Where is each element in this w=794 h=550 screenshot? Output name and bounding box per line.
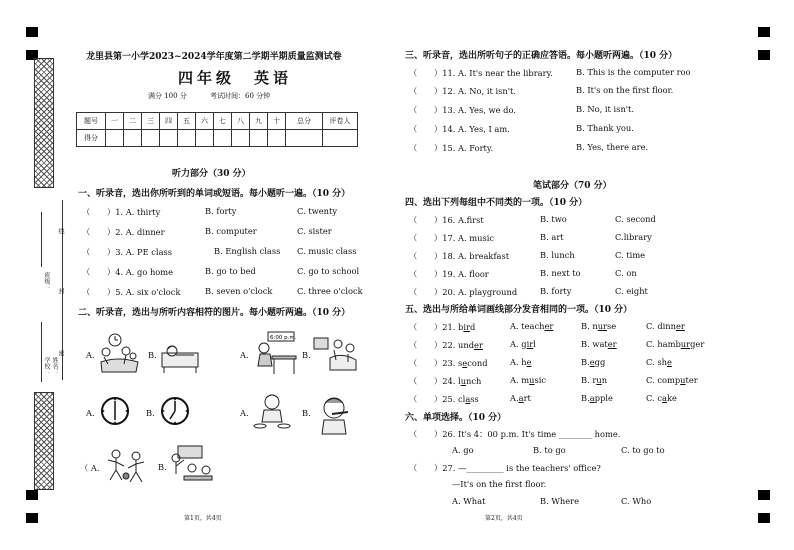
option-b: B. go to bed xyxy=(205,266,256,276)
question-20: （ ）20. A. playground xyxy=(409,287,518,297)
option-b: B. two xyxy=(540,214,567,224)
table-cell: 九 xyxy=(250,113,268,130)
table-cell: 题号 xyxy=(77,113,106,130)
option-c: C. hamburger xyxy=(646,339,705,349)
score-cell[interactable] xyxy=(124,130,142,147)
option-c: C. dinner xyxy=(646,321,685,331)
option-b: B. This is the computer roo xyxy=(576,67,691,77)
pic-label: A. xyxy=(240,350,249,360)
score-cell[interactable] xyxy=(250,130,268,147)
table-cell: 总分 xyxy=(286,113,323,130)
table-cell: 三 xyxy=(142,113,160,130)
option-a: A.art xyxy=(510,393,531,403)
option-b: B. to go xyxy=(533,445,566,455)
class-label: 班级： xyxy=(43,272,50,290)
option-c: C. music class xyxy=(297,246,357,256)
section-6-title: 六、单项选择。（10 分） xyxy=(405,413,507,423)
option-c: C. she xyxy=(646,357,672,367)
pic-label: （ A. xyxy=(80,463,100,473)
option-b: B. No, it isn't. xyxy=(576,104,635,114)
question-23: （ ）23. second xyxy=(409,358,488,368)
table-cell: 十 xyxy=(268,113,286,130)
question-16: （ ）16. A.first xyxy=(409,215,484,225)
question-22: （ ）22. under xyxy=(409,340,483,350)
written-title: 笔试部分（70 分） xyxy=(533,181,612,191)
score-table-header-row xyxy=(77,113,358,130)
binding-hatch xyxy=(34,392,54,490)
page-footer: 第2页，共4页 xyxy=(485,515,523,522)
table-cell: 四 xyxy=(160,113,178,130)
question-27-response: —It's on the first floor. xyxy=(452,479,547,489)
option-c: C. time xyxy=(615,250,646,260)
pic-label: A. xyxy=(240,408,249,418)
option-c: C. sister xyxy=(297,226,332,236)
registration-mark xyxy=(758,490,770,500)
registration-mark xyxy=(26,490,38,500)
option-b: B. seven o'clock xyxy=(205,286,273,296)
registration-mark xyxy=(758,27,770,37)
option-a: A. go xyxy=(452,445,474,455)
family-dinner-illustration xyxy=(98,332,140,376)
option-c: C. go to school xyxy=(297,266,360,276)
table-cell: 八 xyxy=(232,113,250,130)
table-cell: 评卷人 xyxy=(323,113,358,130)
question-21: （ ）21. bird xyxy=(409,322,476,332)
option-c: C. on xyxy=(615,268,637,278)
section-2-title: 二、听录音，选出与所听内容相符的图片。每小题听两遍。（10 分） xyxy=(78,308,351,318)
option-c: C. second xyxy=(615,214,656,224)
question-15: （ ）15. A. Forty. xyxy=(409,143,494,153)
option-a: A. teacher xyxy=(510,321,554,331)
score-cell[interactable] xyxy=(106,130,124,147)
name-label: 姓名： xyxy=(51,357,58,375)
option-b: B. nurse xyxy=(581,321,617,331)
boy-sleeping-illustration xyxy=(160,335,200,375)
score-cell[interactable] xyxy=(232,130,250,147)
score-cell[interactable] xyxy=(286,130,323,147)
table-cell: 得分 xyxy=(77,130,106,147)
option-b: B. English class xyxy=(214,246,281,256)
seal-char: 封 xyxy=(57,288,64,294)
question-26: （ ）26. It's 4：00 p.m. It's time ________ home. xyxy=(409,429,621,439)
option-b: B.apple xyxy=(581,393,613,403)
option-a: A. he xyxy=(510,357,532,367)
option-b: B. Thank you. xyxy=(576,123,634,133)
pic-label: A. xyxy=(86,408,95,418)
section-4-title: 四、选出下列每组中不同类的一项。（10 分） xyxy=(405,198,588,208)
section-3-title: 三、听录音，选出所听句子的正确应答语。每小题听两遍。（10 分） xyxy=(405,51,678,61)
exam-title: 龙里县第一小学2023~2024学年度第二学期半期质量监测试卷 xyxy=(86,52,342,62)
question-1: （ ）1. A. thirty xyxy=(82,207,161,217)
clock-readout: 6:00 p.m. xyxy=(270,335,297,341)
option-a: A. girl xyxy=(510,339,536,349)
question-14: （ ）14. A. Yes, I am. xyxy=(409,124,510,134)
clock-illustration xyxy=(100,396,130,426)
question-19: （ ）19. A. floor xyxy=(409,269,489,279)
question-13: （ ）13. A. Yes, we do. xyxy=(409,105,516,115)
question-12: （ ）12. A. No, it isn't. xyxy=(409,86,516,96)
option-c: C. three o'clock xyxy=(297,286,363,296)
score-cell[interactable] xyxy=(178,130,196,147)
seal-line-char: 线 xyxy=(57,228,64,234)
option-b: B. forty xyxy=(205,206,237,216)
full-score: 满分 100 分 xyxy=(148,92,187,100)
option-b: B.egg xyxy=(581,357,606,367)
exam-time: 考试时间：60 分钟 xyxy=(210,92,271,100)
option-c: C. twenty xyxy=(297,206,338,216)
pic-label: B. xyxy=(302,350,311,360)
option-c: C. Who xyxy=(621,496,652,506)
option-c: C. to go to xyxy=(621,445,665,455)
boy-eating-illustration xyxy=(252,392,296,434)
registration-mark xyxy=(26,513,38,523)
registration-mark xyxy=(26,27,38,37)
option-b: B. run xyxy=(581,375,608,385)
question-4: （ ）4. A. go home xyxy=(82,267,174,277)
registration-mark xyxy=(758,50,770,60)
option-b: B. Where xyxy=(540,496,580,506)
binding-hatch xyxy=(34,58,54,188)
option-a: A. music xyxy=(510,375,547,385)
clock-illustration xyxy=(160,396,190,426)
table-cell: 六 xyxy=(196,113,214,130)
score-cell[interactable] xyxy=(214,130,232,147)
score-table xyxy=(76,112,358,147)
question-11: （ ）11. A. It's near the library. xyxy=(409,68,553,78)
pic-label: B. xyxy=(148,350,157,360)
table-cell: 二 xyxy=(124,113,142,130)
kids-playing-illustration xyxy=(104,446,148,486)
option-c: C.library xyxy=(615,232,652,242)
question-5: （ ）5. A. six o'clock xyxy=(82,287,181,297)
question-27: （ ）27. —_________ is the teachers' office? xyxy=(409,463,601,473)
binding-line xyxy=(41,212,42,267)
question-25: （ ）25. class xyxy=(409,394,479,404)
option-b: B. It's on the first floor. xyxy=(576,85,674,95)
option-c: C. cake xyxy=(646,393,677,403)
option-b: B. computer xyxy=(205,226,257,236)
score-cell[interactable] xyxy=(142,130,160,147)
option-b: B. next to xyxy=(540,268,581,278)
option-b: B. art xyxy=(540,232,564,242)
score-cell[interactable] xyxy=(160,130,178,147)
table-cell: 七 xyxy=(214,113,232,130)
option-c: C. computer xyxy=(646,375,698,385)
option-b: B. water xyxy=(581,339,617,349)
dense-char: 密 xyxy=(57,350,64,356)
score-cell[interactable] xyxy=(323,130,358,147)
score-table-score-row xyxy=(77,130,358,147)
school-label: 学校： xyxy=(43,357,50,375)
classroom-teacher-illustration xyxy=(168,444,214,488)
boy-desk-clock-illustration xyxy=(250,330,298,376)
option-b: B. Yes, there are. xyxy=(576,142,649,152)
pic-label: A. xyxy=(86,350,95,360)
registration-mark xyxy=(758,513,770,523)
section-1-title: 一、听录音，选出你所听到的单词或短语。每小题听一遍。（10 分） xyxy=(78,189,351,199)
question-24: （ ）24. lunch xyxy=(409,376,482,386)
page-footer: 第1页，共4页 xyxy=(184,515,222,522)
table-cell: 五 xyxy=(178,113,196,130)
option-c: C. eight xyxy=(615,286,648,296)
section-5-title: 五、选出与所给单词画线部分发音相同的一项。（10 分） xyxy=(405,305,633,315)
question-17: （ ）17. A. music xyxy=(409,233,495,243)
option-b: B. forty xyxy=(540,286,572,296)
option-a: A. What xyxy=(452,496,486,506)
pic-label: B. xyxy=(302,408,311,418)
pic-label: B. xyxy=(146,408,155,418)
question-3: （ ）3. A. PE class xyxy=(82,247,173,257)
boy-brushing-teeth-illustration xyxy=(314,394,354,436)
pic-label: B. xyxy=(158,462,167,472)
question-18: （ ）18. A. breakfast xyxy=(409,251,510,261)
listening-title: 听力部分（30 分） xyxy=(172,169,251,179)
option-b: B. lunch xyxy=(540,250,575,260)
score-cell[interactable] xyxy=(196,130,214,147)
table-cell: 一 xyxy=(106,113,124,130)
score-cell[interactable] xyxy=(268,130,286,147)
grade-subject: 四年级 英语 xyxy=(178,69,293,87)
question-2: （ ）2. A. dinner xyxy=(82,227,165,237)
family-watching-tv-illustration xyxy=(312,334,358,376)
